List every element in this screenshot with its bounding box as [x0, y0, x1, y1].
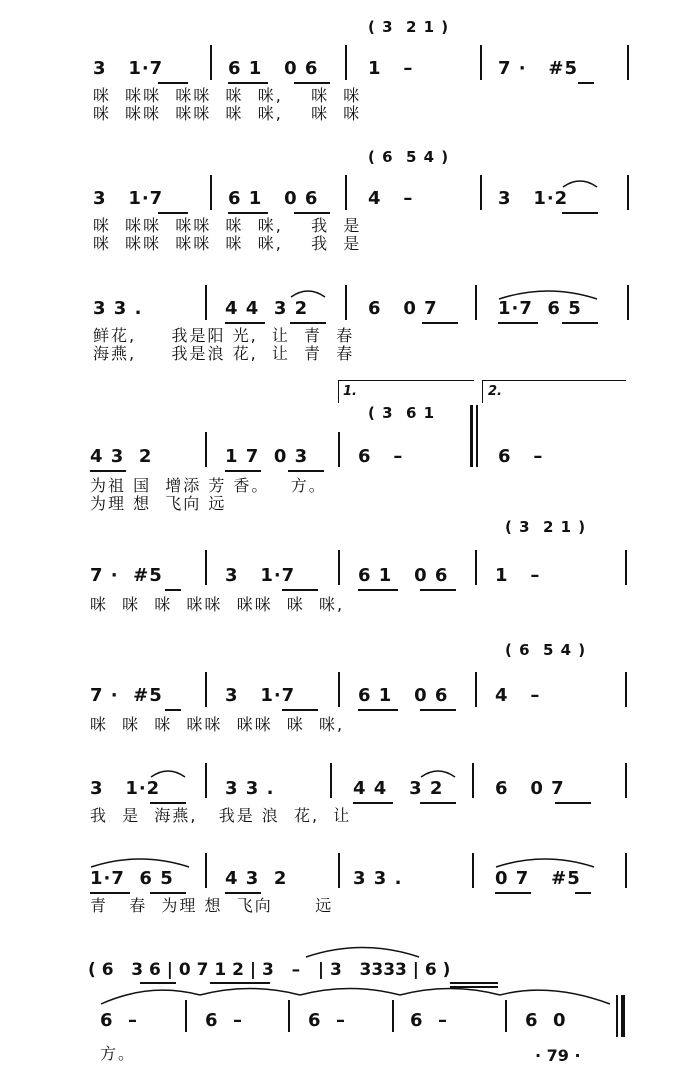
underline: [225, 322, 265, 324]
measure-1-3: 1 –: [368, 58, 414, 79]
measure-6-1: 7 · #5: [90, 685, 163, 706]
barline: [625, 550, 627, 585]
underline: [210, 982, 270, 984]
underline: [422, 322, 458, 324]
barline: [185, 1000, 187, 1032]
repeat-barline: [470, 405, 473, 467]
measure-6-4: 4 –: [495, 685, 541, 706]
underline: [90, 892, 130, 894]
measure-9-2: 6 –: [205, 1010, 244, 1031]
underline: [562, 212, 598, 214]
small-notes-4: ( 3 6 1: [368, 404, 436, 422]
underline: [228, 82, 268, 84]
measure-4-1: 4 3 2: [90, 446, 153, 467]
lyrics-5a: 咪 咪 咪 咪咪 咪咪 咪 咪,: [90, 595, 345, 614]
small-notes-9: ( 6 3 6 | 0 7 1 2 | 3 – | 3 3333 | 6 ): [88, 960, 451, 980]
measure-4-3: 6 –: [358, 446, 404, 467]
underline: [282, 709, 318, 711]
barline: [205, 672, 207, 707]
lyrics-9a: 方。: [100, 1044, 137, 1063]
measure-6-3: 6 1 0 6: [358, 685, 449, 706]
slur: [150, 768, 186, 778]
measure-5-4: 1 –: [495, 565, 541, 586]
underline: [288, 470, 324, 472]
barline: [205, 763, 207, 798]
slur: [90, 856, 190, 868]
barline: [627, 175, 629, 210]
measure-8-4: 0 7 #5: [495, 868, 581, 889]
measure-2-2: 6 1 0 6: [228, 188, 319, 209]
repeat-barline: [476, 405, 478, 467]
underline: [450, 982, 498, 984]
measure-1-2: 6 1 0 6: [228, 58, 319, 79]
volta-label-2: 2.: [488, 384, 502, 399]
slur: [305, 944, 420, 958]
barline: [338, 672, 340, 707]
measure-1-1: 3 1·7: [93, 58, 164, 79]
slur: [290, 288, 326, 298]
lyrics-3a: 鲜花, 我是阳 光, 让 青 春: [93, 326, 355, 345]
barline: [205, 550, 207, 585]
barline: [625, 853, 627, 888]
lyrics-7a: 我 是 海燕, 我是 浪 花, 让: [90, 806, 352, 825]
final-barline-thick: [621, 995, 625, 1037]
underline: [575, 892, 591, 894]
measure-7-4: 6 0 7: [495, 778, 565, 799]
underline: [165, 589, 181, 591]
measure-6-2: 3 1·7: [225, 685, 296, 706]
measure-3-2: 4 4 3 2: [225, 298, 309, 319]
measure-8-1: 1·7 6 5: [90, 868, 174, 889]
measure-7-2: 3 3 .: [225, 778, 275, 799]
small-notes-6: ( 6 5 4 ): [505, 641, 587, 659]
underline: [140, 982, 176, 984]
small-notes-5: ( 3 2 1 ): [505, 518, 587, 536]
barline: [338, 550, 340, 585]
measure-2-3: 4 –: [368, 188, 414, 209]
underline: [294, 82, 330, 84]
small-notes-2: ( 6 5 4 ): [368, 148, 450, 166]
underline: [294, 212, 330, 214]
slur: [498, 288, 598, 300]
measure-2-1: 3 1·7: [93, 188, 164, 209]
measure-3-3: 6 0 7: [368, 298, 438, 319]
barline: [345, 175, 347, 210]
lyrics-2b: 咪 咪咪 咪咪 咪 咪, 我 是: [93, 234, 362, 253]
underline: [158, 212, 188, 214]
barline: [210, 175, 212, 210]
barline: [475, 672, 477, 707]
measure-7-1: 3 1·2: [90, 778, 161, 799]
underline: [420, 709, 456, 711]
barline: [475, 285, 477, 320]
underline: [290, 322, 326, 324]
page-number: · 79 ·: [535, 1046, 581, 1065]
barline: [338, 853, 340, 888]
measure-5-2: 3 1·7: [225, 565, 296, 586]
underline: [150, 892, 186, 894]
barline: [475, 550, 477, 585]
underline: [495, 892, 531, 894]
measure-5-1: 7 · #5: [90, 565, 163, 586]
underline: [225, 892, 261, 894]
measure-3-4: 1·7 6 5: [498, 298, 582, 319]
underline: [165, 709, 181, 711]
underline: [158, 82, 188, 84]
measure-7-3: 4 4 3 2: [353, 778, 444, 799]
barline: [288, 1000, 290, 1032]
tie: [100, 985, 620, 1005]
measure-9-1: 6 –: [100, 1010, 139, 1031]
underline: [578, 82, 594, 84]
final-barline-thin: [616, 995, 618, 1037]
underline: [282, 589, 318, 591]
barline: [472, 853, 474, 888]
volta-bracket-2: [482, 380, 626, 403]
lyrics-1a: 咪 咪咪 咪咪 咪 咪, 咪 咪: [93, 86, 362, 105]
underline: [562, 322, 598, 324]
barline: [392, 1000, 394, 1032]
barline: [205, 432, 207, 467]
underline: [420, 802, 456, 804]
measure-8-3: 3 3 .: [353, 868, 403, 889]
slur: [495, 856, 595, 868]
measure-9-5: 6 0: [525, 1010, 567, 1031]
lyrics-3b: 海燕, 我是浪 花, 让 青 春: [93, 344, 355, 363]
lyrics-6a: 咪 咪 咪 咪咪 咪咪 咪 咪,: [90, 715, 345, 734]
measure-2-4: 3 1·2: [498, 188, 569, 209]
measure-1-4: 7 · #5: [498, 58, 579, 79]
barline: [505, 1000, 507, 1032]
barline: [205, 853, 207, 888]
underline: [420, 589, 456, 591]
underline: [555, 802, 591, 804]
barline: [625, 763, 627, 798]
slur: [420, 768, 456, 778]
barline: [345, 45, 347, 80]
underline: [225, 470, 261, 472]
barline: [330, 763, 332, 798]
underline: [353, 802, 393, 804]
underline: [150, 802, 186, 804]
lyrics-1b: 咪 咪咪 咪咪 咪 咪, 咪 咪: [93, 104, 362, 123]
measure-4-2: 1 7 0 3: [225, 446, 309, 467]
barline: [472, 763, 474, 798]
lyrics-4a: 为祖 国 增添 芳 香。 方。: [90, 476, 327, 495]
measure-8-2: 4 3 2: [225, 868, 288, 889]
barline: [627, 285, 629, 320]
underline: [358, 709, 398, 711]
underline: [498, 322, 538, 324]
volta-label-1: 1.: [343, 384, 357, 399]
barline: [627, 45, 629, 80]
small-notes-1: ( 3 2 1 ): [368, 18, 450, 36]
barline: [625, 672, 627, 707]
barline: [480, 175, 482, 210]
barline: [345, 285, 347, 320]
barline: [338, 432, 340, 467]
underline: [358, 589, 398, 591]
measure-5-3: 6 1 0 6: [358, 565, 449, 586]
lyrics-8a: 青 春 为理 想 飞向 远: [90, 896, 334, 915]
underline: [90, 470, 126, 472]
lyrics-2a: 咪 咪咪 咪咪 咪 咪, 我 是: [93, 216, 362, 235]
slur: [562, 178, 598, 188]
measure-4-4: 6 –: [498, 446, 544, 467]
underline: [228, 212, 268, 214]
barline: [480, 45, 482, 80]
barline: [210, 45, 212, 80]
barline: [205, 285, 207, 320]
measure-9-4: 6 –: [410, 1010, 449, 1031]
measure-9-3: 6 –: [308, 1010, 347, 1031]
volta-bracket-1: [338, 380, 474, 403]
measure-3-1: 3 3 .: [93, 298, 143, 319]
lyrics-4b: 为理 想 飞向 远: [90, 494, 227, 513]
